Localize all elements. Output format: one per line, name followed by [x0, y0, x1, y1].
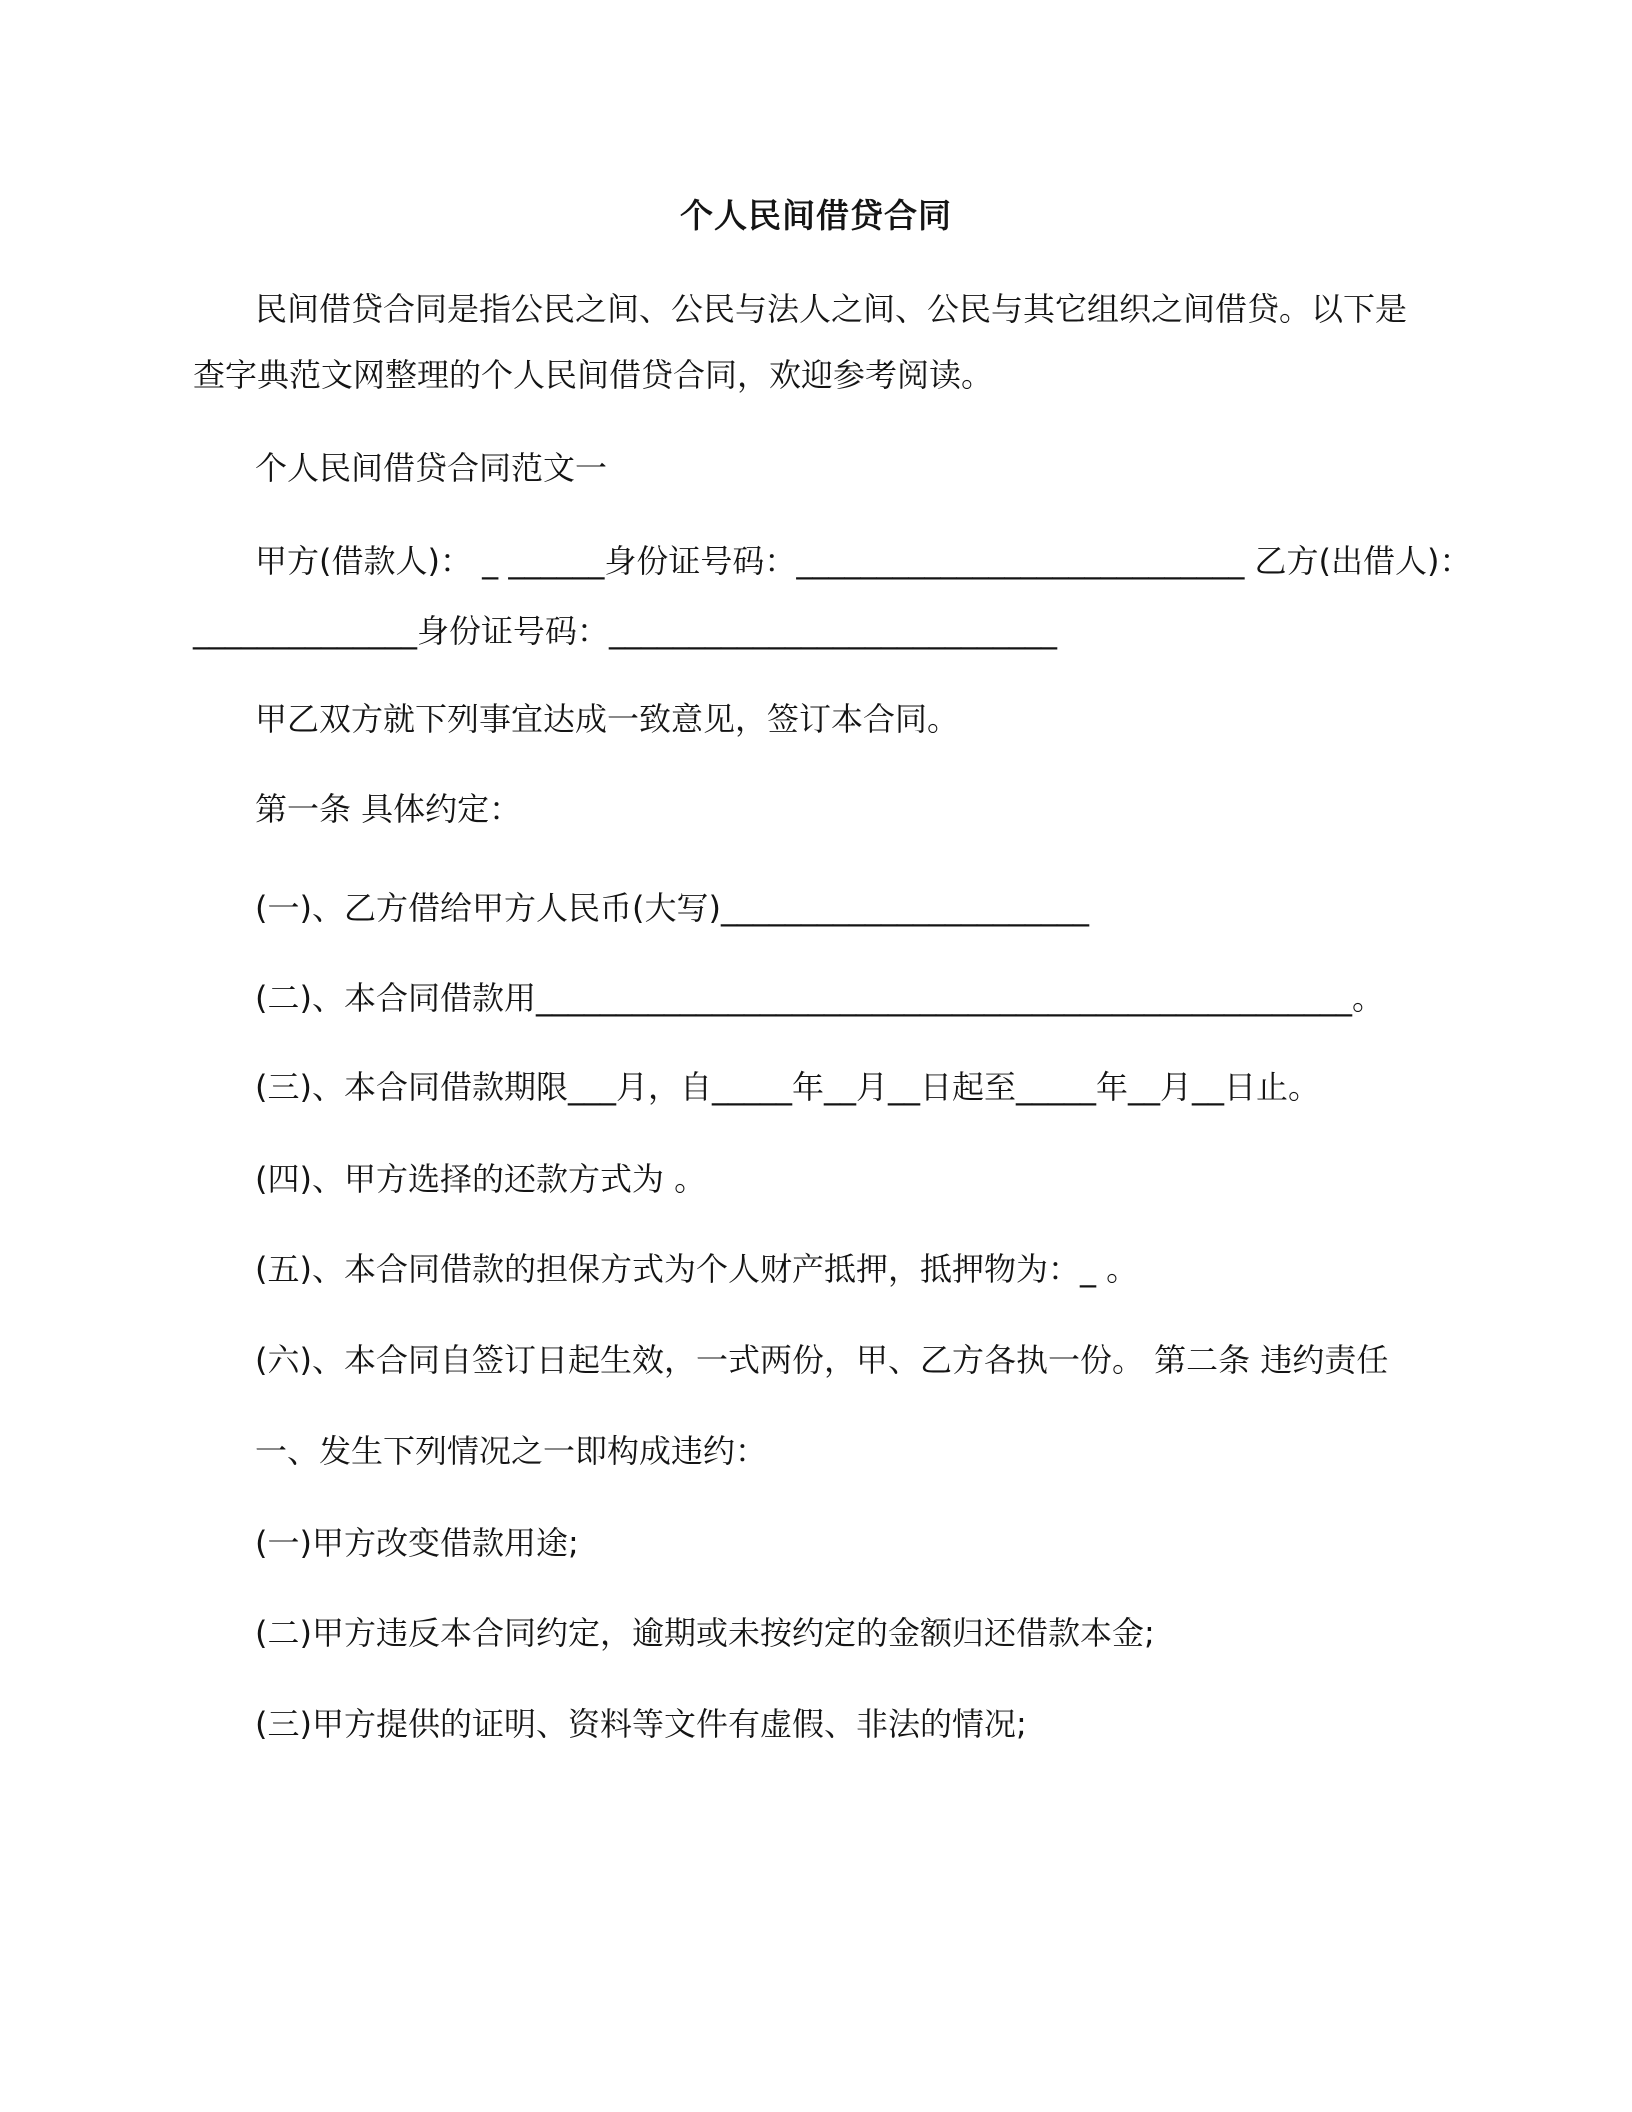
parties-line-2: ______________身份证号码：____________________________ [193, 612, 1058, 650]
item-6: (六)、本合同自签订日起生效，一式两份，甲、乙方各执一份。 第二条 违约责任 [255, 1341, 1389, 1379]
intro-paragraph-line-1: 民间借贷合同是指公民之间、公民与法人之间、公民与其它组织之间借贷。以下是 [255, 290, 1408, 328]
item-4: (四)、甲方选择的还款方式为 。 [255, 1160, 707, 1198]
item-5: (五)、本合同借款的担保方式为个人财产抵押，抵押物为：_ 。 [255, 1250, 1139, 1288]
item-1: (一)、乙方借给甲方人民币(大写)_______________________ [255, 889, 1089, 927]
sample-heading: 个人民间借贷合同范文一 [255, 449, 608, 487]
breach-item-1: (一)甲方改变借款用途; [255, 1524, 579, 1562]
agreement-statement: 甲乙双方就下列事宜达成一致意见，签订本合同。 [255, 700, 960, 738]
document-title: 个人民间借贷合同 [680, 196, 952, 235]
parties-line-1: 甲方(借款人)： _ ______身份证号码：____________________________ 乙方(出借人)： [255, 542, 1472, 580]
breach-item-2: (二)甲方违反本合同约定，逾期或未按约定的金额归还借款本金; [255, 1614, 1155, 1652]
article-1-heading: 第一条 具体约定： [255, 790, 522, 828]
breach-heading: 一、发生下列情况之一即构成违约： [255, 1432, 768, 1470]
item-3: (三)、本合同借款期限___月，自_____年__月__日起至_____年__月__日止。 [255, 1068, 1320, 1106]
item-2: (二)、本合同借款用___________________________________________________。 [255, 979, 1384, 1017]
breach-item-3: (三)甲方提供的证明、资料等文件有虚假、非法的情况; [255, 1705, 1027, 1743]
intro-paragraph-line-2: 查字典范文网整理的个人民间借贷合同，欢迎参考阅读。 [193, 356, 994, 394]
